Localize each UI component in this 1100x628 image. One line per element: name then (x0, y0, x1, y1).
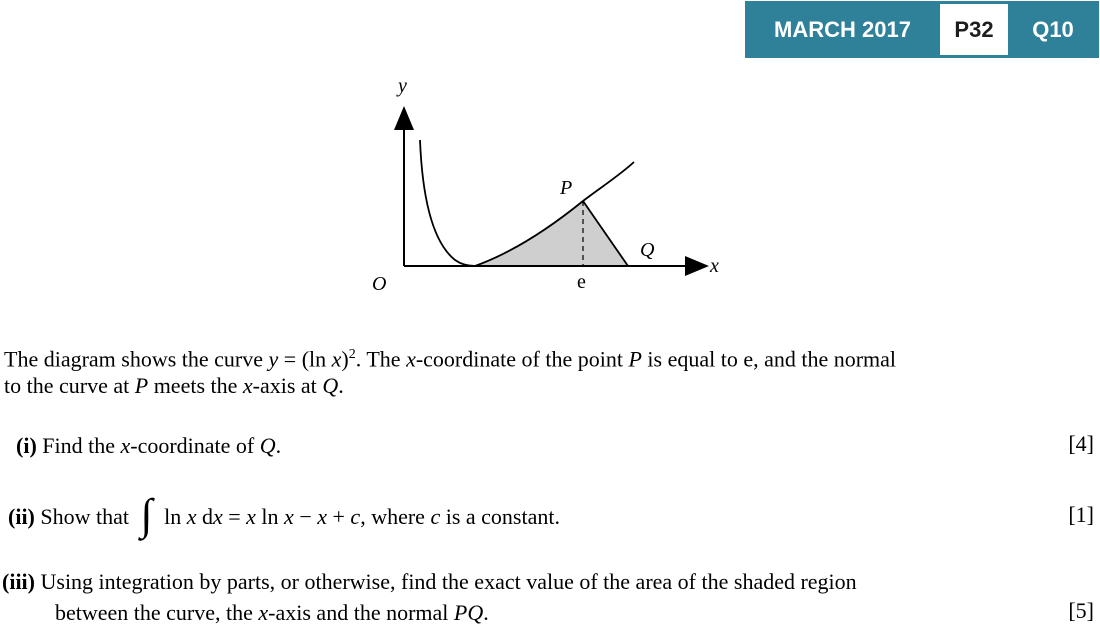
question-stem-line-2: to the curve at P meets the x-axis at Q. (4, 373, 344, 398)
session-label: MARCH 2017 (774, 16, 911, 42)
part-ii: (ii) Show that ∫ ln x dx = x ln x − x + c, where c is a constant. (8, 489, 560, 539)
part-iii-line-2: between the curve, the x-axis and the normal PQ. (55, 600, 489, 625)
y-axis-label: y (398, 75, 407, 97)
integral-sign: ∫ (140, 489, 153, 539)
part-ii-label: (ii) (8, 504, 35, 529)
part-i: (i) Find the x-coordinate of Q. (16, 433, 282, 458)
question-stem-line-1: The diagram shows the curve y = (ln x)$^2$. The x-coordinate of the point P is equal to e, and the normal (4, 346, 897, 372)
x-axis-label: x (710, 255, 719, 277)
point-q-label: Q (640, 239, 655, 261)
part-i-label: (i) (16, 433, 37, 458)
part-iii-line-1: (iii) Using integration by parts, or otherwise, find the exact value of the area of the shaded region (2, 569, 857, 594)
question-badge (745, 1, 1099, 58)
e-label: e (577, 271, 586, 293)
paper-label: P32 (940, 4, 1008, 55)
origin-label: O (372, 273, 387, 295)
part-i-marks: [4] (1068, 431, 1094, 456)
part-ii-marks: [1] (1068, 502, 1094, 527)
part-iii-marks: [5] (1068, 598, 1094, 623)
point-p-label: P (560, 177, 573, 199)
curve-diagram (370, 70, 750, 300)
part-iii-label: (iii) (2, 569, 35, 594)
question-label: Q10 (1032, 16, 1074, 42)
